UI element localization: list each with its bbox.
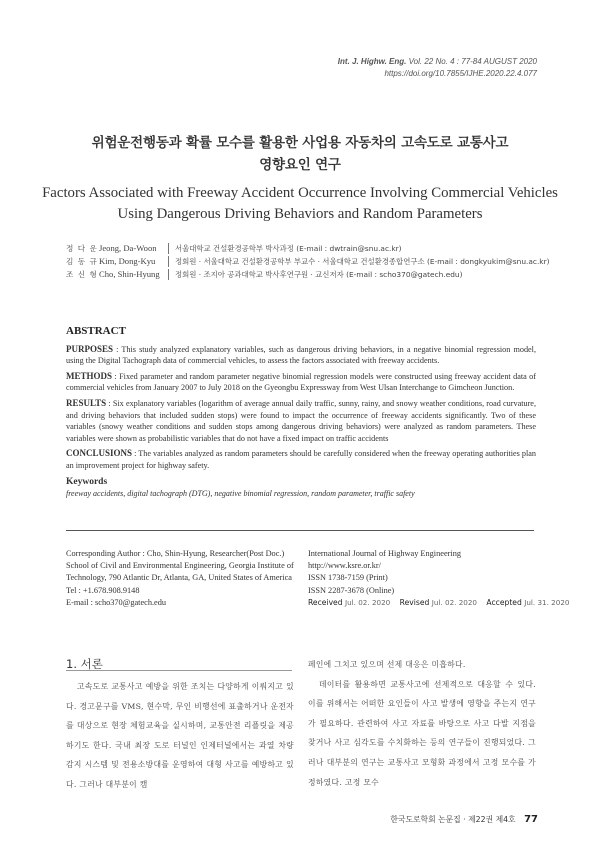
doi-link[interactable]: https://doi.org/10.7855/IJHE.2020.22.4.077 [384,69,537,78]
body-column-left [66,677,294,795]
journal-info [308,548,570,609]
journal-reference [338,56,537,80]
abstract-methods [66,371,536,394]
journal-url[interactable]: http://www.ksre.or.kr/ [308,561,381,571]
author-affiliation: 서울대학교 건설환경공학부 박사과정 (E-mail : dwtrain@snu.ac.kr) [175,244,402,253]
accepted-date: Jul. 31. 2020 [524,597,570,607]
conclusions-label: CONCLUSIONS [66,448,133,459]
corresponding-author-line: Corresponding Author : Cho, Shin-Hyung, Researcher(Post Doc.) [66,549,285,558]
page-number: 77 [524,814,538,825]
author-row [66,242,550,255]
english-title [40,183,560,225]
methods-label: METHODS [66,370,113,381]
author-divider [168,243,169,254]
purposes-label: PURPOSES [66,343,114,354]
abstract-section [66,326,536,500]
methods-text: : Fixed parameter and random parameter negative binomial regression models were constructed using freeway accident data of commercial vehicles from January 2007 to July 2018 on the Gyeongbu Expressway from West Ulsan Interchange to Gimcheon Junction. [66,371,536,393]
corresponding-author-email[interactable]: E-mail : scho370@gatech.edu [66,597,167,607]
body-column-right [308,655,536,792]
author-affiliation: 정회원 · 서울대학교 건설환경공학부 부교수 · 서울대학교 건설환경종합연구소 (E-mail : dongkyukim@snu.ac.kr) [175,257,550,266]
abstract-conclusions [66,448,536,471]
author-divider [168,256,169,267]
section-1-title: 1. 서론 [66,657,103,671]
results-label: RESULTS [66,397,107,408]
english-title-line-2: Using Dangerous Driving Behaviors and Random Parameters [117,206,483,222]
author-affiliation: 정회원 · 조지아 공과대학교 박사후연구원 · 교신저자 (E-mail : scho370@gatech.edu) [175,270,463,279]
corresponding-author-info [66,548,306,609]
section-divider [66,530,534,531]
korean-title [30,132,570,176]
author-name-ko: 김 동 규 [66,257,98,266]
footer-journal-name: 한국도로학회 논문집 · 제22권 제4호 [390,815,516,824]
english-title-line-1: Factors Associated with Freeway Accident Occurrence Involving Commercial Vehicles [42,185,558,201]
abstract-results [66,398,536,444]
accepted-label: Accepted [486,597,522,607]
purposes-text: : This study analyzed explanatory variables, such as dangerous driving behaviors, in a negative binomial regression model, using the Digital Tachograph data of commercial vehicles, to assess the factors associated with freeway accidents. [66,344,536,366]
corresponding-author-line: School of Civil and Environmental Engineering, Georgia Institute of [66,561,294,571]
author-name-en: Kim, Dong-Kyu [99,256,156,266]
author-name-ko: 정 다 운 [66,244,98,253]
results-text: : Six explanatory variables (logarithm of average annual daily traffic, sunny, rainy, and snowy weather conditions, road curvature, and driving behaviors that included sudden stops) were found to impact the occurrence of freeway accidents significantly. Two of these variables (snowy weather conditions and sudden stops among dangerous driving behaviors) were analyzed as random parameters. These variables were shown as probabilistic variables that do not have a fixed impact on traffic accidents [66,398,536,443]
issn-online: ISSN 2287-3678 (Online) [308,585,395,595]
corresponding-author-tel: Tel : +1.678.908.9148 [66,585,140,595]
abstract-heading: ABSTRACT [66,325,126,337]
author-divider [168,269,169,280]
journal-abbrev: Int. J. Highw. Eng. [337,57,407,66]
journal-name: International Journal of Highway Engineering [308,549,461,558]
author-name-ko: 조 신 형 [66,270,98,279]
received-label: Received [308,597,343,607]
volume-info: Vol. 22 No. 4 : 77-84 AUGUST 2020 [408,57,537,66]
revised-label: Revised [399,597,430,607]
conclusions-text: : The variables analyzed as random parameters should be carefully considered when the freeway operating authorities plan an improvement project for highway safety. [66,449,536,470]
body-paragraph: 데이터를 활용하면 교통사고에 선제적으로 대응할 수 있다. 이를 위해서는 어떠한 요인들이 사고 발생에 영향을 주는지 연구가 필요하다. 관련하여 사고 자료를 바탕으로 사고 다발 지점을 찾거나 사고 심각도를 수치화하는 등의 연구들이 진행되었다. 그러나 대부분의 연구는 교통사고 모형화 과정에서 고정 모수를 가정하였다. 고정 모수 [308,679,536,787]
keywords-heading: Keywords [66,476,108,487]
corresponding-author-line: Technology, 790 Atlantic Dr, Atlanta, GA, United States of America [66,573,292,583]
page-footer [390,814,538,825]
abstract-purposes [66,344,536,367]
author-name-en: Jeong, Da-Woon [99,243,157,253]
body-paragraph: 페인에 그치고 있으며 선제 대응은 미흡하다. [308,660,466,669]
section-title-rule [66,670,292,671]
keywords-list: freeway accidents, digital tachograph (DTG), negative binomial regression, random parameter, traffic safety [66,489,415,499]
author-name-en: Cho, Shin-Hyung [99,269,160,279]
issn-print: ISSN 1738-7159 (Print) [308,573,388,583]
body-paragraph: 고속도로 교통사고 예방을 위한 조치는 다양하게 이뤄지고 있다. 경고문구를 VMS, 현수막, 무인 비행선에 표출하거나 운전자를 대상으로 현장 체험교육을 실시하며, 교통안전 리플릿을 제공하기도 한다. 국내 최장 도로 터널인 인제터널에서는 과열 차량 감지 시스템 및 전용소방대를 운영하여 대형 사고를 예방하고 있다. 그러나 대부분이 캠 [66,682,294,789]
submission-dates [308,597,570,609]
revised-date: Jul. 02. 2020 [431,597,477,607]
author-list [66,242,550,281]
korean-title-line-2: 영향요인 연구 [259,157,341,173]
author-row [66,255,550,268]
author-row [66,268,550,281]
korean-title-line-1: 위험운전행동과 확률 모수를 활용한 사업용 자동차의 고속도로 교통사고 [91,135,509,151]
received-date: Jul. 02. 2020 [344,597,391,607]
